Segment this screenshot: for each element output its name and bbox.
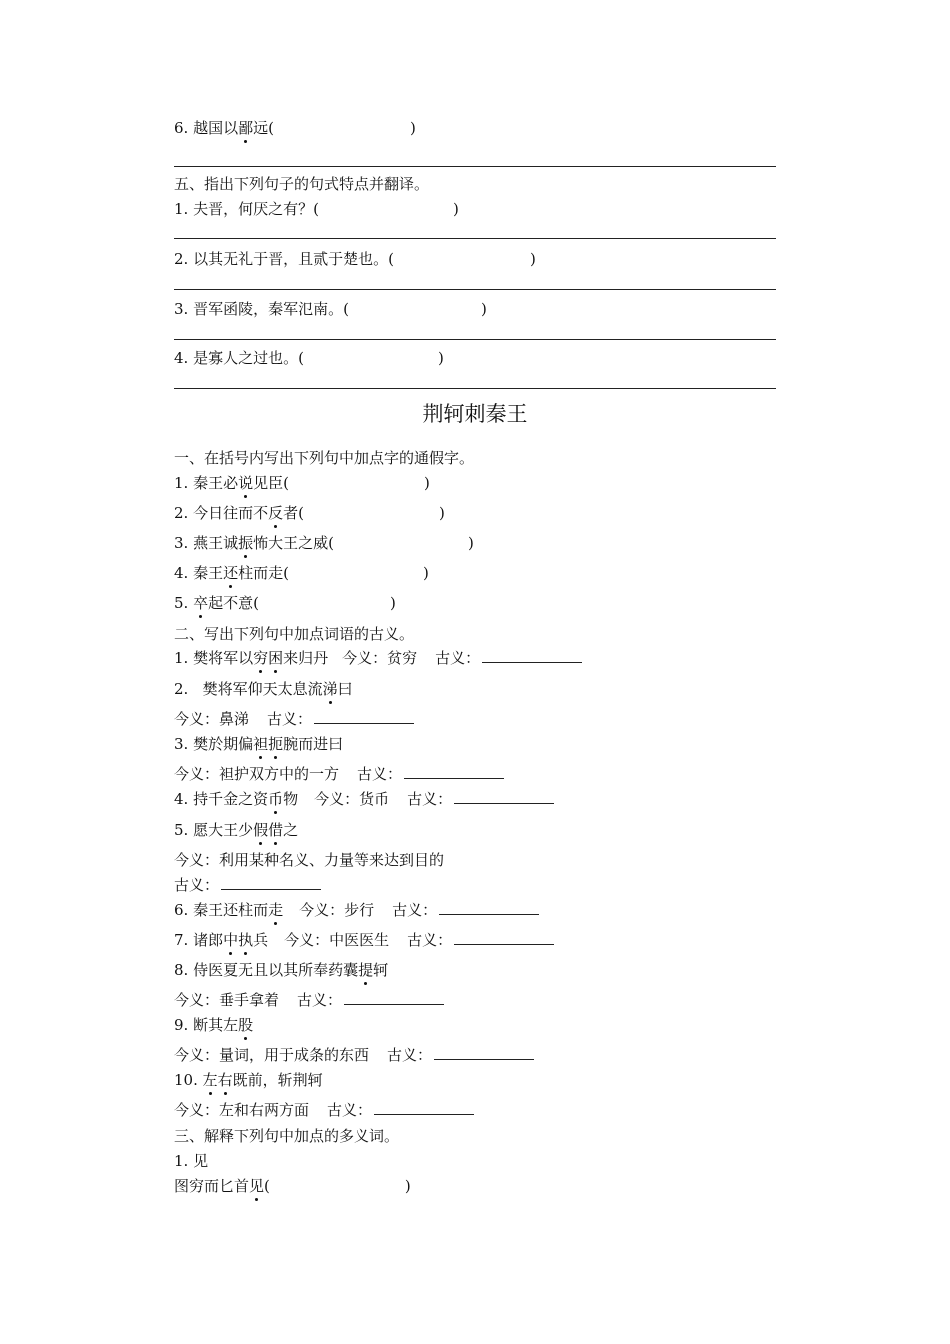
- answer-line: [174, 166, 776, 167]
- sec5-question-4: 4. 是寡人之过也。( ): [174, 349, 444, 367]
- sec5-question-2: 2. 以其无礼于晋，且贰于楚也。( ): [174, 250, 536, 268]
- p2-item-3: 3. 樊於期偏袒扼腕而进曰: [174, 735, 344, 753]
- answer-blank[interactable]: [454, 930, 554, 945]
- answer-blank[interactable]: [374, 1100, 474, 1115]
- sec5-question-1: 1. 夫晋，何厌之有？( ): [174, 200, 459, 218]
- p2-item-9: 9. 断其左股: [174, 1016, 254, 1034]
- dotted-char: 币: [268, 790, 284, 808]
- p2-item-8: 8. 侍医夏无且以其所奉药囊提轲: [174, 961, 389, 979]
- dotted-char: 中: [223, 931, 239, 949]
- p2-item-10-meaning: 今义：左和右两方面 古义：: [174, 1100, 474, 1120]
- dotted-char: 涕: [322, 680, 338, 698]
- answer-line: [174, 339, 776, 340]
- page-title: 荆轲刺秦王: [422, 402, 528, 426]
- p2-item-2-meaning: 今义：鼻涕 古义：: [174, 709, 414, 729]
- dotted-char: 假: [253, 821, 269, 839]
- p2-item-4: 4. 持千金之资币物 今义：货币 古义：: [174, 789, 554, 809]
- dotted-char: 振: [238, 534, 254, 552]
- p2-item-8-meaning: 今义：垂手拿着 古义：: [174, 990, 444, 1010]
- p1-item-1: 1. 秦王必说见臣( ): [174, 474, 430, 492]
- dotted-char: 卒: [193, 594, 209, 612]
- part-2-heading: 二、写出下列句中加点词语的古义。: [174, 625, 415, 643]
- p2-item-7: 7. 诸郎中执兵 今义：中医医生 古义：: [174, 930, 554, 950]
- p2-item-5: 5. 愿大王少假借之: [174, 821, 299, 839]
- p2-item-5-old-meaning: 古义：: [174, 875, 321, 895]
- p1-item-2: 2. 今日往而不反者( ): [174, 504, 445, 522]
- p1-item-5: 5. 卒起不意( ): [174, 594, 396, 612]
- dotted-char: 执: [238, 931, 254, 949]
- dotted-char: 见: [249, 1177, 265, 1195]
- dotted-char: 困: [268, 649, 284, 667]
- dotted-char: 穷: [253, 649, 269, 667]
- p1-item-3: 3. 燕王诚振怖大王之威( ): [174, 534, 474, 552]
- dotted-char: 走: [268, 901, 284, 919]
- answer-blank[interactable]: [404, 764, 504, 779]
- dotted-char: 右: [217, 1071, 233, 1089]
- answer-blank[interactable]: [314, 709, 414, 724]
- dotted-char: 借: [268, 821, 284, 839]
- p1-item-4: 4. 秦王还柱而走( ): [174, 564, 429, 582]
- question-6: 6. 越国以鄙远( ): [174, 119, 416, 137]
- answer-blank[interactable]: [344, 990, 444, 1005]
- dotted-char: 提: [358, 961, 374, 979]
- p2-item-1: 1. 樊将军以穷困来归丹 今义：贫穷 古义：: [174, 648, 582, 668]
- dotted-char: 扼: [268, 735, 284, 753]
- dotted-char: 反: [268, 504, 284, 522]
- answer-blank[interactable]: [221, 875, 321, 890]
- p3-subheading: 1. 见: [174, 1152, 209, 1170]
- p2-item-5-meaning: 今义：利用某种名义、力量等来达到目的: [174, 851, 445, 869]
- part-3-heading: 三、解释下列句中加点的多义词。: [174, 1127, 400, 1145]
- p3-item-1: 图穷而匕首见( ): [174, 1177, 411, 1195]
- answer-line: [174, 289, 776, 290]
- p2-item-10: 10. 左右既前，斩荆轲: [174, 1071, 323, 1089]
- dotted-char: 还: [223, 564, 239, 582]
- answer-blank[interactable]: [439, 900, 539, 915]
- p2-item-3-meaning: 今义：袒护双方中的一方 古义：: [174, 764, 504, 784]
- answer-line: [174, 238, 776, 239]
- answer-blank[interactable]: [434, 1045, 534, 1060]
- sec5-question-3: 3. 晋军函陵，秦军氾南。( ): [174, 300, 487, 318]
- answer-line: [174, 388, 776, 389]
- dotted-char: 说: [238, 474, 254, 492]
- dotted-char: 鄙: [238, 119, 254, 137]
- p2-item-6: 6. 秦王还柱而走 今义：步行 古义：: [174, 900, 539, 920]
- dotted-char: 左: [202, 1071, 218, 1089]
- dotted-char: 股: [238, 1016, 254, 1034]
- p2-item-2: 2. 樊将军仰天太息流涕曰: [174, 680, 353, 698]
- answer-blank[interactable]: [454, 789, 554, 804]
- p2-item-9-meaning: 今义：量词，用于成条的东西 古义：: [174, 1045, 534, 1065]
- answer-blank[interactable]: [482, 648, 582, 663]
- part-1-heading: 一、在括号内写出下列句中加点字的通假字。: [174, 449, 475, 467]
- section-5-heading: 五、指出下列句子的句式特点并翻译。: [174, 175, 430, 193]
- dotted-char: 袒: [253, 735, 269, 753]
